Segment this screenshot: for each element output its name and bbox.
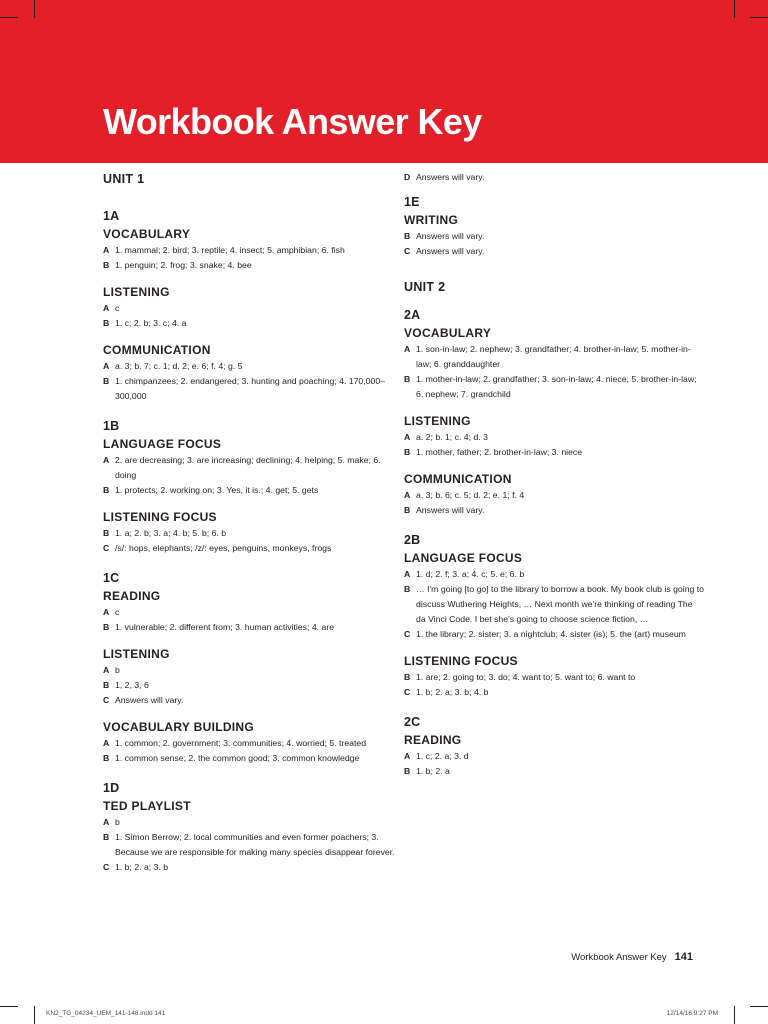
unit-heading: UNIT 2 xyxy=(404,280,446,294)
section-heading: VOCABULARY BUILDING xyxy=(103,720,255,734)
exercise-letter: B xyxy=(103,318,110,328)
section-heading: LANGUAGE FOCUS xyxy=(404,551,523,565)
answer-text: c xyxy=(115,607,120,617)
exercise-letter: D xyxy=(404,172,411,182)
answer-text: 1. b; 2. a xyxy=(416,766,450,776)
answer-text: 1. protects; 2. working on; 3. Yes, it is.; 4. get; 5. gets xyxy=(115,485,319,495)
exercise-letter: A xyxy=(404,344,411,354)
crop-mark xyxy=(0,1006,18,1007)
answer-text: a. 3; b. 7; c. 1; d. 2; e. 6; f. 4; g. 5 xyxy=(115,361,243,371)
exercise-letter: B xyxy=(404,584,411,594)
section-heading: READING xyxy=(103,589,161,603)
lesson-heading: 1B xyxy=(103,419,120,433)
spacer xyxy=(404,518,704,531)
exercise-letter: C xyxy=(103,862,110,872)
answer-text: Answers will vary. xyxy=(416,505,485,515)
lesson-heading: 1E xyxy=(404,195,420,209)
exercise-letter: A xyxy=(404,751,411,761)
answer-line xyxy=(404,503,704,518)
answer-text: 1. common sense; 2. the common good; 3. common knowledge xyxy=(115,753,360,763)
exercise-letter: B xyxy=(404,447,411,457)
answer-line xyxy=(103,541,395,556)
section-heading: WRITING xyxy=(404,213,459,227)
answer-line xyxy=(404,764,704,779)
lesson-heading: 1C xyxy=(103,571,120,585)
exercise-letter: B xyxy=(103,260,110,270)
lesson-heading: 2C xyxy=(404,715,421,729)
section-heading: LISTENING FOCUS xyxy=(103,510,217,524)
exercise-letter: A xyxy=(404,569,411,579)
answer-line xyxy=(404,567,704,582)
answer-line xyxy=(103,830,395,860)
exercise-letter: C xyxy=(103,695,110,705)
exercise-letter: B xyxy=(404,374,411,384)
spacer xyxy=(404,460,704,470)
answer-line xyxy=(404,670,704,685)
exercise-letter: A xyxy=(103,361,110,371)
spacer xyxy=(103,273,395,283)
answer-text: 1. a; 2. b; 3. a; 4. b; 5. b; 6. b xyxy=(115,528,227,538)
exercise-letter: C xyxy=(404,246,411,256)
exercise-letter: C xyxy=(404,629,411,639)
answer-text: 2. are decreasing; 3. are increasing; declining; 4. helping; 5. make; 6. doing xyxy=(115,455,381,480)
crop-mark xyxy=(34,0,35,18)
answer-line xyxy=(404,430,704,445)
spacer xyxy=(404,259,704,278)
answer-line xyxy=(404,685,704,700)
exercise-letter: A xyxy=(103,245,110,255)
file-slug: KN2_TG_04234_UEM_141-148.indd 141 xyxy=(46,1010,166,1017)
answer-text: a. 3; b. 6; c. 5; d. 2; e. 1; f. 4 xyxy=(416,490,525,500)
answer-line xyxy=(103,258,395,273)
crop-mark xyxy=(0,17,18,18)
answer-line xyxy=(404,445,704,460)
answer-line xyxy=(103,316,395,331)
answer-column-right xyxy=(404,170,704,779)
answer-text: Answers will vary. xyxy=(416,172,485,182)
spacer xyxy=(103,404,395,417)
answer-text: 1. mother, father; 2. brother-in-law; 3. niece xyxy=(416,447,583,457)
unit-heading: UNIT 1 xyxy=(103,172,145,186)
exercise-letter: C xyxy=(404,687,411,697)
answer-text: 1. vulnerable; 2. different from; 3. human activities; 4. are xyxy=(115,622,335,632)
answer-text: 1. son-in-law; 2. nephew; 3. grandfather; 4. brother-in-law; 5. mother-in-law; 6. granddaughter xyxy=(416,344,691,369)
answer-text: 1, 2, 3, 6 xyxy=(115,680,149,690)
answer-line xyxy=(103,860,395,875)
exercise-letter: B xyxy=(103,485,110,495)
answer-text: 1. mother-in-law; 2. grandfather; 3. son-in-law; 4. niece; 5. brother-in-law; 6. nephew; 7. grandchild xyxy=(416,374,697,399)
section-heading: LISTENING xyxy=(404,414,471,428)
footer-label: Workbook Answer Key xyxy=(571,952,667,963)
section-heading: LISTENING xyxy=(103,647,170,661)
section-heading: COMMUNICATION xyxy=(404,472,512,486)
section-heading: VOCABULARY xyxy=(404,326,492,340)
answer-text: 1. c; 2. b; 3. c; 4. a xyxy=(115,318,187,328)
answer-line xyxy=(103,620,395,635)
answer-text: 1. the library; 2. sister; 3. a nightclub; 4. sister (is); 5. the (art) museum xyxy=(416,629,686,639)
exercise-letter: B xyxy=(103,753,110,763)
answer-line xyxy=(404,372,704,402)
answer-text: 1. chimpanzees; 2. endangered; 3. hunting and poaching; 4. 170,000–300,000 xyxy=(115,376,386,401)
spacer xyxy=(103,331,395,341)
answer-text: b xyxy=(115,817,120,827)
exercise-letter: B xyxy=(103,528,110,538)
crop-mark xyxy=(750,17,768,18)
answer-text: 1. b; 2. a; 3. b xyxy=(115,862,169,872)
answer-line xyxy=(103,243,395,258)
answer-text: /s/: hops, elephants; /z/: eyes, penguins, monkeys, frogs xyxy=(115,543,332,553)
answer-text: … I'm going [to go] to the library to borrow a book. My book club is going to discuss Wuthering Heights, … Next month we're thinking of reading The da Vinci Code. I bet she's going to choose science fiction, … xyxy=(416,584,705,624)
exercise-letter: B xyxy=(404,505,411,515)
page-title: Workbook Answer Key xyxy=(103,101,482,142)
answer-column-left xyxy=(103,170,395,875)
spacer xyxy=(404,402,704,412)
answer-line xyxy=(103,359,395,374)
answer-text: Answers will vary. xyxy=(416,246,485,256)
answer-line xyxy=(404,749,704,764)
answer-text: Answers will vary. xyxy=(115,695,184,705)
print-date-slug: 12/14/16 9:27 PM xyxy=(666,1010,718,1017)
crop-mark xyxy=(34,1006,35,1024)
spacer xyxy=(103,635,395,645)
section-heading: LANGUAGE FOCUS xyxy=(103,437,222,451)
answer-text: c xyxy=(115,303,120,313)
answer-text: 1. are; 2. going to; 3. do; 4. want to; 5. want to; 6. want to xyxy=(416,672,636,682)
section-heading: LISTENING xyxy=(103,285,170,299)
answer-line xyxy=(103,736,395,751)
exercise-letter: A xyxy=(404,490,411,500)
answer-text: 1. d; 2. f; 3. a; 4. c; 5. e; 6. b xyxy=(416,569,525,579)
exercise-letter: B xyxy=(404,766,411,776)
answer-text: Answers will vary. xyxy=(416,231,485,241)
answer-text: a. 2; b. 1; c. 4; d. 3 xyxy=(416,432,488,442)
exercise-letter: C xyxy=(103,543,110,553)
answer-text: 1. c; 2. a; 3. d xyxy=(416,751,469,761)
answer-line xyxy=(103,605,395,620)
answer-text: 1. mammal; 2. bird; 3. reptile; 4. insect; 5. amphibian; 6. fish xyxy=(115,245,345,255)
answer-text: 1. common; 2. government; 3. communities; 4. worried; 5. treated xyxy=(115,738,367,748)
exercise-letter: A xyxy=(103,665,110,675)
exercise-letter: A xyxy=(103,817,110,827)
answer-text: 1. b; 2. a; 3. b; 4. b xyxy=(416,687,489,697)
answer-line xyxy=(404,627,704,642)
answer-text: 1. Simon Berrow; 2. local communities and even former poachers; 3. Because we are responsible for making many species disappear forever. xyxy=(115,832,395,857)
answer-line xyxy=(103,751,395,766)
exercise-letter: A xyxy=(404,432,411,442)
section-heading: COMMUNICATION xyxy=(103,343,211,357)
answer-line xyxy=(103,301,395,316)
exercise-letter: A xyxy=(103,738,110,748)
answer-line xyxy=(404,170,704,185)
spacer xyxy=(404,296,704,306)
exercise-letter: B xyxy=(103,680,110,690)
crop-mark xyxy=(734,1006,735,1024)
spacer xyxy=(103,708,395,718)
crop-mark xyxy=(734,0,735,18)
section-heading: LISTENING FOCUS xyxy=(404,654,518,668)
exercise-letter: B xyxy=(103,832,110,842)
exercise-letter: A xyxy=(103,607,110,617)
exercise-letter: B xyxy=(103,622,110,632)
answer-line xyxy=(404,582,704,627)
answer-line xyxy=(404,229,704,244)
lesson-heading: 2A xyxy=(404,308,421,322)
answer-line xyxy=(404,488,704,503)
lesson-heading: 1D xyxy=(103,781,120,795)
section-heading: READING xyxy=(404,733,462,747)
section-heading: VOCABULARY xyxy=(103,227,191,241)
page-number: 141 xyxy=(674,951,693,963)
lesson-heading: 1A xyxy=(103,209,120,223)
exercise-letter: B xyxy=(404,672,411,682)
answer-text: 1. penguin; 2. frog; 3. snake; 4. bee xyxy=(115,260,252,270)
answer-line xyxy=(404,342,704,372)
answer-text: b xyxy=(115,665,120,675)
answer-line xyxy=(103,453,395,483)
answer-line xyxy=(103,526,395,541)
spacer xyxy=(103,766,395,779)
spacer xyxy=(103,188,395,207)
exercise-letter: A xyxy=(103,303,110,313)
answer-line xyxy=(103,678,395,693)
answer-line xyxy=(103,815,395,830)
answer-line xyxy=(103,693,395,708)
spacer xyxy=(404,185,704,193)
answer-line xyxy=(103,374,395,404)
exercise-letter: B xyxy=(103,376,110,386)
exercise-letter: B xyxy=(404,231,411,241)
lesson-heading: 2B xyxy=(404,533,421,547)
crop-mark xyxy=(750,1006,768,1007)
section-heading: TED PLAYLIST xyxy=(103,799,191,813)
exercise-letter: A xyxy=(103,455,110,465)
spacer xyxy=(404,700,704,713)
answer-line xyxy=(103,483,395,498)
spacer xyxy=(404,642,704,652)
answer-line xyxy=(404,244,704,259)
spacer xyxy=(103,556,395,569)
page-footer xyxy=(571,951,693,963)
answer-line xyxy=(103,663,395,678)
spacer xyxy=(103,498,395,508)
